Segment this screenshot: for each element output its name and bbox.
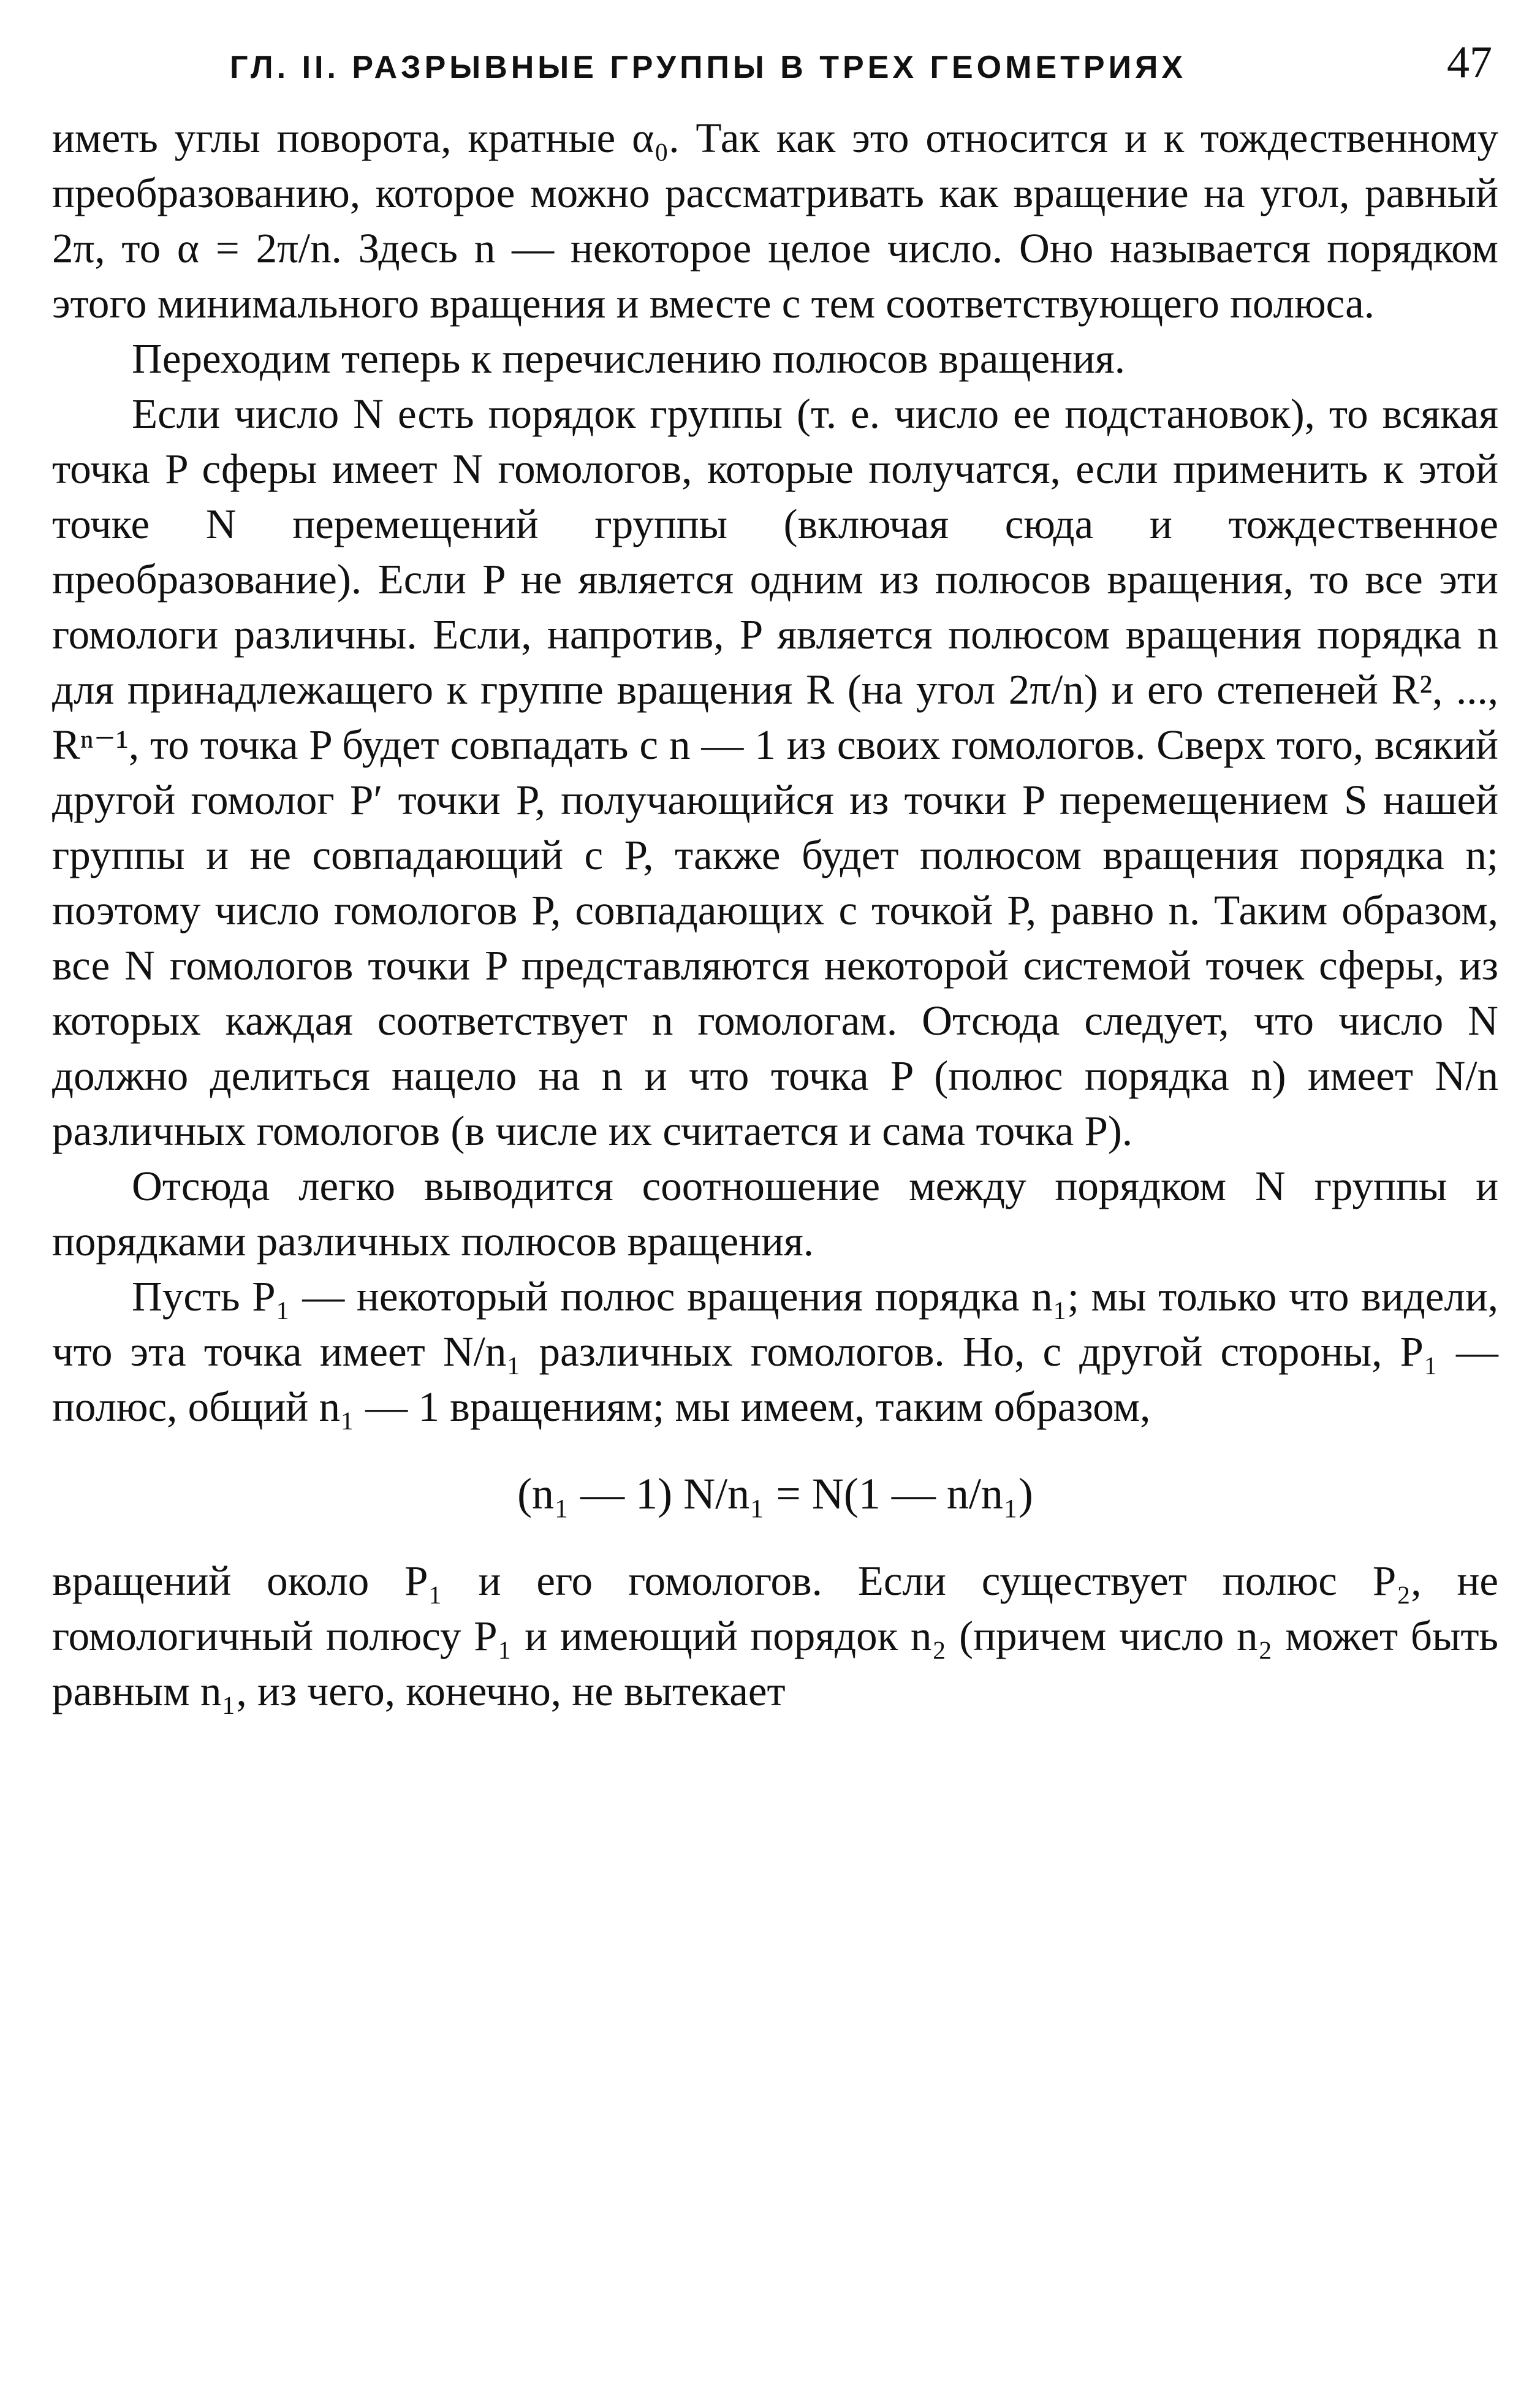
paragraph-1: иметь углы поворота, кратные α₀. Так как это относится и к тождественному преобразованию, которое можно рассматривать как вращение на угол, равный 2π, то α = 2π/n. Здесь n — некоторое целое число. Оно называется порядком этого минимального вращения и вместе с тем соответствующего полюса. <box>52 115 1498 327</box>
book-page <box>52 37 1498 1719</box>
running-title: ГЛ. II. РАЗРЫВНЫЕ ГРУППЫ В ТРЕХ ГЕОМЕТРИЯХ <box>230 50 1187 85</box>
paragraph-6: вращений около P₁ и его гомологов. Если существует полюс P₂, не гомологичный полюсу P₁ и имеющий порядок n₂ (причем число n₂ может быть равным n₁, из чего, конечно, не вытекает <box>52 1558 1498 1714</box>
display-formula: (n₁ — 1) N/n₁ = N(1 — n/n₁) <box>517 1469 1033 1518</box>
page-header <box>52 37 1498 110</box>
paragraph-4: Отсюда легко выводится соотношение между порядком N группы и порядками различных полюсов вращения. <box>52 1163 1498 1265</box>
paragraph-2: Переходим теперь к перечислению полюсов вращения. <box>132 335 1125 382</box>
body-text <box>52 110 1498 1719</box>
page-number: 47 <box>1447 37 1492 88</box>
paragraph-3: Если число N есть порядок группы (т. е. число ее подстановок), то всякая точка P сферы имеет N гомологов, которые получатся, если применить к этой точке N перемещений группы (включая сюда и тождественное преобразование). Если P не является одним из полюсов вращения, то все эти гомологи различны. Если, напротив, P является полюсом вращения порядка n для принадлежащего к группе вращения R (на угол 2π/n) и его степеней R², ..., Rⁿ⁻¹, то точка P будет совпадать с n — 1 из своих гомологов. Сверх того, всякий другой гомолог P′ точки P, получающийся из точки P перемещением S нашей группы и не совпадающий с P, также будет полюсом вращения порядка n; поэтому число гомологов P, совпадающих с точкой P, равно n. Таким образом, все N гомологов точки P представляются некоторой системой точек сферы, из которых каждая соответствует n гомологам. Отсюда следует, что число N должно делиться нацело на n и что точка P (полюс порядка n) имеет N/n различных гомологов (в числе их считается и сама точка P). <box>52 390 1498 1154</box>
paragraph-5: Пусть P₁ — некоторый полюс вращения порядка n₁; мы только что видели, что эта точка имеет N/n₁ различных гомологов. Но, с другой стороны, P₁ — полюс, общий n₁ — 1 вращениям; мы имеем, таким образом, <box>52 1273 1498 1430</box>
